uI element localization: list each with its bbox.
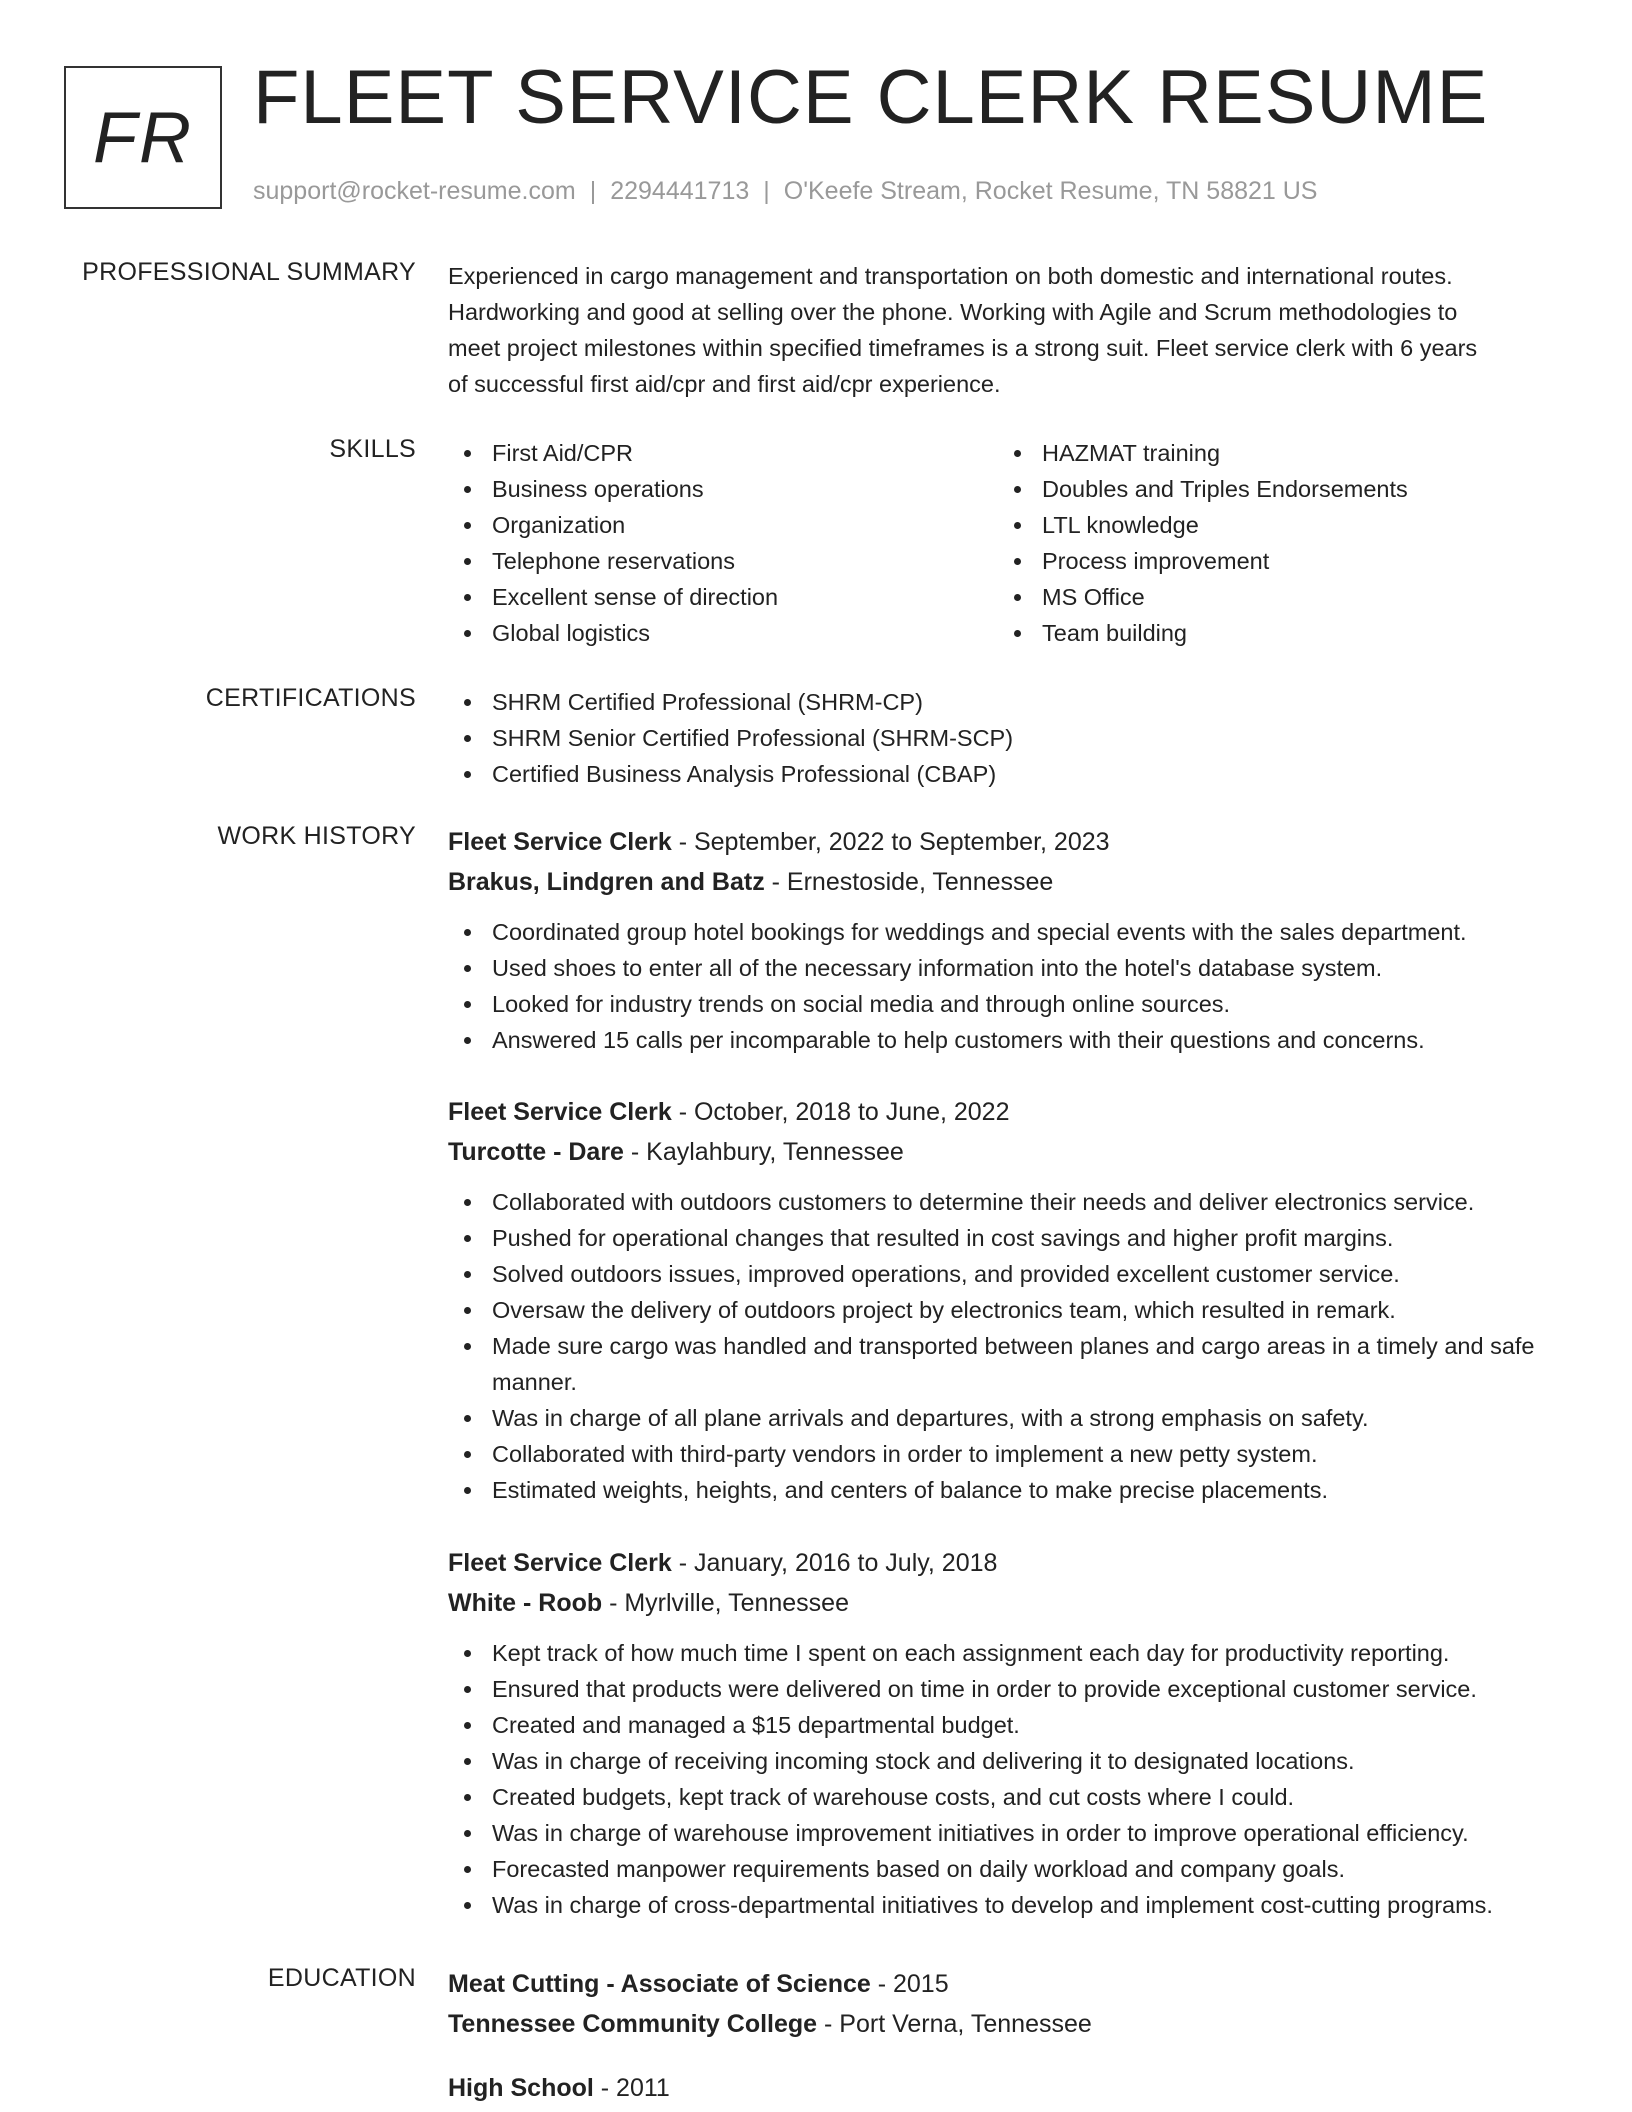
resume-title: FLEET SERVICE CLERK RESUME [253, 55, 1489, 140]
job-duties [448, 1635, 1578, 1923]
contact-separator: | [589, 177, 597, 205]
section-title-summary: PROFESSIONAL SUMMARY [82, 258, 416, 286]
skill-item: MS Office [998, 579, 1548, 615]
job-entry [448, 822, 1578, 1058]
education-location: - Port Verna, Tennessee [817, 2010, 1092, 2038]
job-role: Fleet Service Clerk [448, 828, 672, 856]
job-duty: Looked for industry trends on social media and through online sources. [448, 986, 1578, 1022]
education-school: Tennessee Community College [448, 2010, 818, 2038]
job-duty: Ensured that products were delivered on time in order to provide exceptional customer service. [448, 1671, 1578, 1707]
skill-item: Doubles and Triples Endorsements [998, 471, 1548, 507]
education-degree: Meat Cutting - Associate of Science [448, 1970, 871, 1998]
certifications-list [448, 684, 1578, 792]
job-duty: Created and managed a $15 departmental budget. [448, 1707, 1578, 1743]
contact-separator: | [763, 177, 770, 205]
job-duty: Solved outdoors issues, improved operations, and provided excellent customer service. [448, 1256, 1578, 1292]
job-duty: Used shoes to enter all of the necessary information into the hotel's database system. [448, 950, 1578, 986]
skill-item: Business operations [448, 471, 998, 507]
job-company-line [448, 1132, 1578, 1172]
education-entry [448, 2068, 1578, 2108]
skills-list [448, 435, 1578, 651]
job-duty: Created budgets, kept track of warehouse costs, and cut costs where I could. [448, 1779, 1578, 1815]
skill-item: Team building [998, 615, 1548, 651]
job-company-line [448, 1583, 1578, 1623]
job-entry [448, 1543, 1578, 1923]
section-title-work: WORK HISTORY [217, 822, 416, 850]
job-duty: Oversaw the delivery of outdoors project by electronics team, which resulted in remark. [448, 1292, 1578, 1328]
contact-address: O'Keefe Stream, Rocket Resume, TN 58821 US [783, 177, 1318, 205]
job-company: Brakus, Lindgren and Batz [448, 868, 765, 896]
section-title-skills: SKILLS [329, 435, 416, 463]
job-title-line [448, 1543, 1578, 1583]
section-title-education: EDUCATION [267, 1964, 416, 1992]
job-duty: Answered 15 calls per incomparable to help customers with their questions and concerns. [448, 1022, 1578, 1058]
certification-item: SHRM Certified Professional (SHRM-CP) [448, 684, 1578, 720]
skill-item: HAZMAT training [998, 435, 1548, 471]
skill-item: Telephone reservations [448, 543, 998, 579]
education-year: - 2015 [870, 1970, 949, 1998]
summary-line: of successful first aid/cpr and first aid/cpr experience. [448, 371, 1001, 397]
job-duty: Pushed for operational changes that resulted in cost savings and higher profit margins. [448, 1220, 1578, 1256]
job-company-line [448, 862, 1578, 902]
job-duties [448, 914, 1578, 1058]
education-entry [448, 1964, 1578, 2044]
job-duties [448, 1184, 1578, 1508]
section-title-certifications: CERTIFICATIONS [205, 684, 416, 712]
job-location: - Myrlville, Tennessee [602, 1589, 849, 1617]
certification-item: Certified Business Analysis Professional (CBAP) [448, 756, 1578, 792]
skill-item: Global logistics [448, 615, 998, 651]
education-degree: High School [448, 2074, 594, 2102]
job-duty: Made sure cargo was handled and transported between planes and cargo areas in a timely and safe manner. [448, 1328, 1578, 1400]
job-duty: Collaborated with outdoors customers to determine their needs and deliver electronics service. [448, 1184, 1578, 1220]
job-duty: Was in charge of warehouse improvement initiatives in order to improve operational efficiency. [448, 1815, 1578, 1851]
skill-item: LTL knowledge [998, 507, 1548, 543]
job-role: Fleet Service Clerk [448, 1549, 672, 1577]
contact-email: support@rocket-resume.com [253, 177, 576, 205]
summary-line: Hardworking and good at selling over the phone. Working with Agile and Scrum methodologies to [448, 299, 1458, 325]
job-duty: Was in charge of all plane arrivals and departures, with a strong emphasis on safety. [448, 1400, 1578, 1436]
job-company: Turcotte - Dare [448, 1138, 624, 1166]
job-role: Fleet Service Clerk [448, 1098, 672, 1126]
education-school-line [448, 2004, 1578, 2044]
summary-line: meet project milestones within specified timeframes is a strong suit. Fleet service clerk with 6 years [448, 335, 1478, 361]
job-duty: Kept track of how much time I spent on each assignment each day for productivity reporting. [448, 1635, 1578, 1671]
certification-item: SHRM Senior Certified Professional (SHRM-SCP) [448, 720, 1578, 756]
job-duty: Forecasted manpower requirements based on daily workload and company goals. [448, 1851, 1578, 1887]
skill-item: First Aid/CPR [448, 435, 998, 471]
skill-item: Organization [448, 507, 998, 543]
job-location: - Kaylahbury, Tennessee [623, 1138, 904, 1166]
contact-phone: 2294441713 [610, 177, 750, 205]
contact-line [253, 177, 1317, 206]
education-degree-line [448, 2068, 1578, 2108]
job-location: - Ernestoside, Tennessee [764, 868, 1054, 896]
job-dates: - January, 2016 to July, 2018 [671, 1549, 998, 1577]
job-duty: Collaborated with third-party vendors in order to implement a new petty system. [448, 1436, 1578, 1472]
job-dates: - September, 2022 to September, 2023 [671, 828, 1110, 856]
job-dates: - October, 2018 to June, 2022 [671, 1098, 1010, 1126]
skill-item: Excellent sense of direction [448, 579, 998, 615]
job-title-line [448, 1092, 1578, 1132]
education-degree-line [448, 1964, 1578, 2004]
job-duty: Was in charge of receiving incoming stock and delivering it to designated locations. [448, 1743, 1578, 1779]
job-title-line [448, 822, 1578, 862]
job-entry [448, 1092, 1578, 1508]
skill-item: Process improvement [998, 543, 1548, 579]
skills-column-left [448, 435, 998, 651]
summary-line: Experienced in cargo management and transportation on both domestic and international routes. [448, 263, 1453, 289]
job-duty: Was in charge of cross-departmental initiatives to develop and implement cost-cutting programs. [448, 1887, 1578, 1923]
monogram-initials: FR [93, 97, 193, 178]
skills-column-right [998, 435, 1548, 651]
job-duty: Coordinated group hotel bookings for weddings and special events with the sales department. [448, 914, 1578, 950]
job-duty: Estimated weights, heights, and centers of balance to make precise placements. [448, 1472, 1578, 1508]
monogram-box [64, 66, 222, 209]
summary-text [448, 258, 1578, 402]
job-company: White - Roob [448, 1589, 603, 1617]
education-year: - 2011 [593, 2074, 670, 2102]
